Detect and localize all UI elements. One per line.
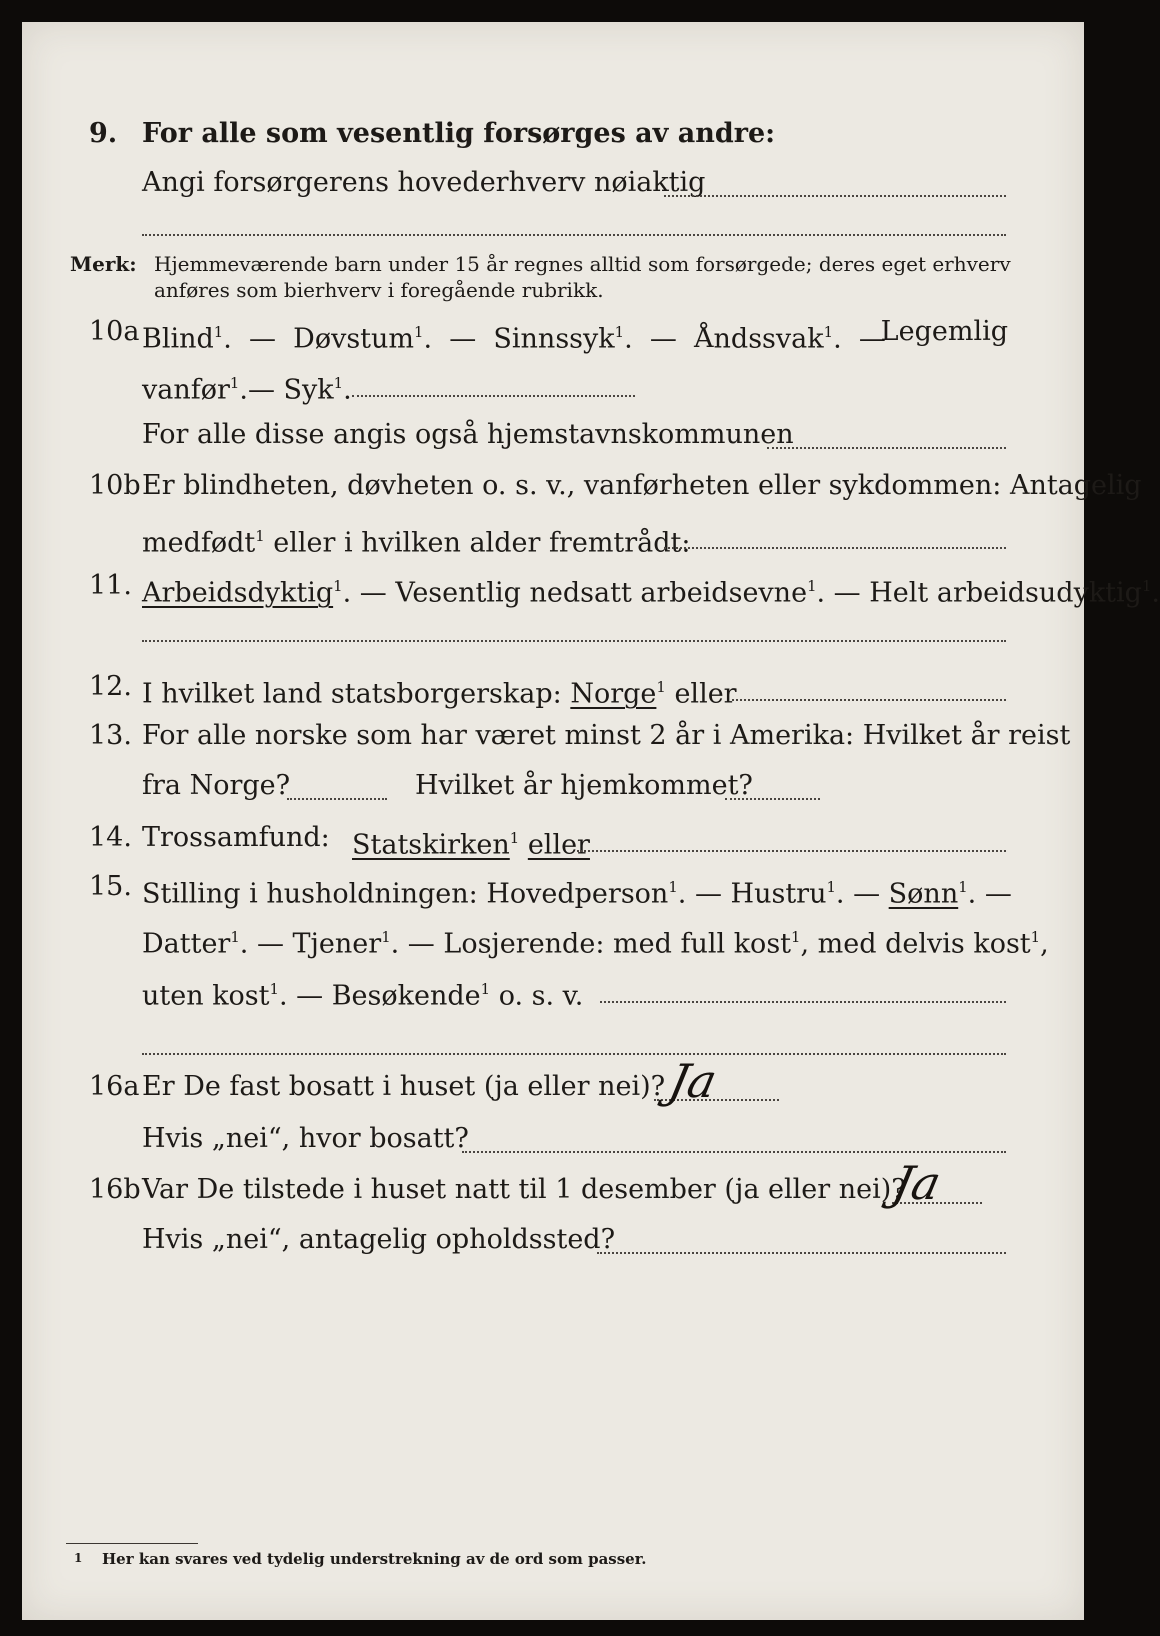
opt-hustru[interactable]: Hustru	[730, 878, 827, 910]
q16b-line2: Hvis „nei“, antagelig opholdssted?	[142, 1224, 616, 1255]
q15-answer-line[interactable]	[600, 1001, 1006, 1003]
q12-text: I hvilket land statsborgerskap:	[142, 678, 562, 710]
opt-eller[interactable]: eller	[674, 678, 737, 710]
census-form-page: 9. For alle som vesentlig forsørges av andre: Angi forsørgerens hovederhverv nøiaktig Merk: Hjemmeværende barn under 15 år regnes alltid som forsørgede; deres eget erhverv anføres som bierhverv i foregående rubrikk. 10a Blind$^1$. — Døvstum$^1$. — Sinnssyk$^1$. — Åndssvak$^1$. — Legemlig vanfør$^1$.— Syk$^1$. For alle disse angis også hjemstavnskommunen 10b Er blindheten, døvheten o. s. v., vanførheten eller sykdommen: Antagelig medfødt$^1$ eller i hvilken alder fremtrådt: 11. Arbeidsdyktig$^1$. — Vesentlig nedsatt arbeidsevne$^1$. — Helt arbeidsudyktig$^1$. 12. I hvilket land statsborgerskap: Norge$^1$ eller 13. For alle norske som har været minst 2 år i Amerika: Hvilket år reist fra Norge? Hvilket år hjemkommet? 14. Trossamfund: Statskirken$^1$ eller 15. Stilling i husholdningen: Hovedperson$^1$. — Hustru$^1$. — Sønn$^1$. — Datter$^1$. — Tjener$^1$. — Losjerende: med full kost$^1$, med delvis kost$^1$, uten kost$^1$. — Besøkende$^1$ o. s. v. 16a Er De fast bosatt i huset (ja eller nei)? Ja Hvis „nei“, hvor bosatt? 16b Var De tilstede i huset natt til 1 desember (ja eller nei)? Ja Hvis „nei“, antagelig opholdssted? 1 Her kan svares ved tydelig understrekning av de ord som passer.	[22, 22, 1084, 1620]
q10b-line2: eller i hvilken alder fremtrådt:	[273, 527, 691, 559]
q13-hjem: Hvilket år hjemkommet?	[415, 770, 753, 801]
q9-extra-line[interactable]	[142, 234, 1006, 236]
q9-line2: Angi forsørgerens hovederhverv nøiaktig	[142, 167, 706, 198]
q16a-number: 16a	[89, 1071, 140, 1102]
opt-delvis-kost[interactable]: med delvis kost	[817, 928, 1031, 960]
footnote-text: Her kan svares ved tydelig understrekning av de ord som passer.	[102, 1550, 647, 1568]
q13-fra: fra Norge?	[142, 770, 291, 801]
opt-medfodt[interactable]: medfødt	[142, 527, 256, 559]
q10b-line1: Er blindheten, døvheten o. s. v., vanførheten eller sykdommen: Antagelig	[142, 470, 1142, 501]
opt-arbeidsdyktig[interactable]: Arbeidsdyktig	[142, 577, 334, 609]
q13-number: 13.	[89, 720, 132, 751]
opt-norge[interactable]: Norge	[570, 678, 657, 710]
q14-number: 14.	[89, 822, 132, 853]
q16a-line2: Hvis „nei“, hvor bosatt?	[142, 1123, 469, 1154]
q16b-handwritten-answer: Ja	[888, 1156, 946, 1210]
q16b-opholdssted-line[interactable]	[597, 1252, 1006, 1254]
opt-statskirken[interactable]: Statskirken	[352, 829, 510, 861]
q10a-syk-line[interactable]	[352, 395, 635, 397]
merk-label: Merk:	[70, 252, 137, 276]
q9-number: 9.	[89, 118, 118, 149]
opt-tjener[interactable]: Tjener	[292, 928, 382, 960]
q15-losjerende: Losjerende:	[443, 928, 605, 960]
q11-number: 11.	[89, 570, 132, 601]
opt-datter[interactable]: Datter	[142, 928, 231, 960]
opt-nedsatt[interactable]: Vesentlig nedsatt arbeidsevne	[395, 577, 808, 609]
q13-hjemkommet-line[interactable]	[725, 798, 820, 800]
opt-blind[interactable]: Blind	[142, 323, 214, 355]
opt-hovedperson[interactable]: Hovedperson	[486, 878, 669, 910]
q16b-line1: Var De tilstede i huset natt til 1 desember (ja eller nei)?	[142, 1174, 906, 1205]
q12-number: 12.	[89, 671, 132, 702]
q15-number: 15.	[89, 871, 132, 902]
opt-vanfor[interactable]: vanfør	[142, 374, 230, 406]
q10b-answer-line[interactable]	[664, 547, 1006, 549]
opt-uten-kost[interactable]: uten kost	[142, 980, 270, 1012]
q10a-options: Blind$^1$. — Døvstum$^1$. — Sinnssyk$^1$. — Åndssvak$^1$. —	[142, 323, 886, 355]
merk-line2: anføres som bierhverv i foregående rubrikk.	[154, 278, 604, 302]
q14-label: Trossamfund:	[142, 822, 330, 853]
q15-label: Stilling i husholdningen:	[142, 878, 478, 910]
opt-full-kost[interactable]: med full kost	[613, 928, 792, 960]
q15-osv: o. s. v.	[498, 980, 584, 1012]
q13-line1: For alle norske som har været minst 2 år i Amerika: Hvilket år reist	[142, 720, 1071, 751]
q10a-number: 10a	[89, 316, 140, 347]
footnote-marker: 1	[74, 1551, 83, 1565]
q16b-number: 16b	[89, 1174, 141, 1205]
q12-answer-line[interactable]	[732, 699, 1006, 701]
opt-legemlig[interactable]: Legemlig	[880, 316, 1008, 347]
opt-syk[interactable]: Syk	[283, 374, 334, 406]
footnote-rule	[66, 1543, 198, 1544]
opt-eller-tros[interactable]: eller	[527, 829, 590, 861]
q13-reist-line[interactable]	[287, 798, 387, 800]
q16a-handwritten-answer: Ja	[664, 1054, 722, 1108]
q10a-line3: For alle disse angis også hjemstavnskommunen	[142, 419, 794, 450]
q10a-hjemstavn-line[interactable]	[767, 447, 1006, 449]
q16a-line1: Er De fast bosatt i huset (ja eller nei)?	[142, 1071, 666, 1102]
opt-sinnssyk[interactable]: Sinnssyk	[493, 323, 615, 355]
opt-udyktig[interactable]: Helt arbeidsudyktig	[869, 577, 1142, 609]
q11-extra-line[interactable]	[142, 640, 1006, 642]
q9-answer-line[interactable]	[664, 195, 1006, 197]
opt-dovstum[interactable]: Døvstum	[293, 323, 415, 355]
q16a-bosatt-line[interactable]	[462, 1151, 1006, 1153]
q15-extra-line[interactable]	[142, 1053, 1006, 1055]
opt-andssvak[interactable]: Åndssvak	[694, 323, 824, 355]
q10b-number: 10b	[89, 470, 141, 501]
merk-line1: Hjemmeværende barn under 15 år regnes alltid som forsørgede; deres eget erhverv	[154, 252, 1011, 276]
q14-answer-line[interactable]	[577, 850, 1006, 852]
opt-sonn[interactable]: Sønn	[888, 878, 959, 910]
q9-line1: For alle som vesentlig forsørges av andre:	[142, 118, 776, 149]
opt-besokende[interactable]: Besøkende	[331, 980, 481, 1012]
